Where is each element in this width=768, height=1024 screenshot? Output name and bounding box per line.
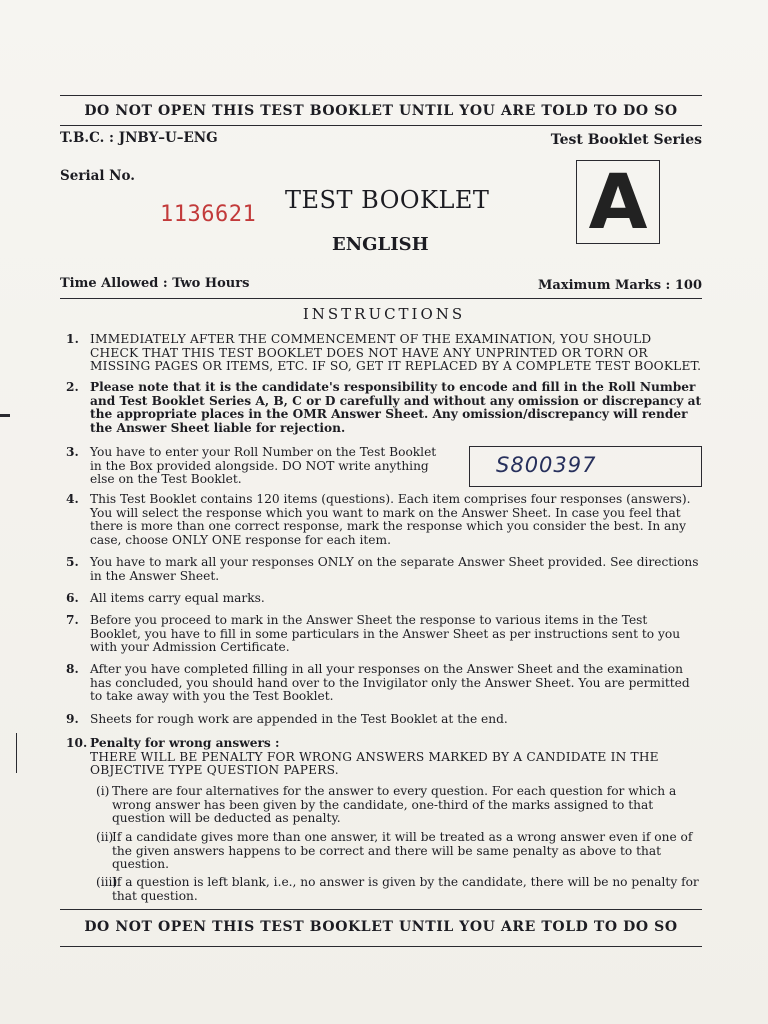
item-number: 2. [66, 380, 79, 394]
item-number: 4. [66, 492, 79, 506]
instructions-heading: INSTRUCTIONS [302, 305, 466, 323]
item-number: 7. [66, 613, 79, 627]
top-rule-1 [60, 95, 702, 96]
penalty-subitem [96, 785, 702, 826]
bottom-banner: DO NOT OPEN THIS TEST BOOKLET UNTIL YOU ARE TOLD TO DO SO [84, 919, 678, 935]
item-number: 8. [66, 662, 79, 676]
item-number: 5. [66, 555, 79, 569]
item-text: THERE WILL BE PENALTY FOR WRONG ANSWERS MARKED BY A CANDIDATE IN THE OBJECTIVE TYPE QUESTION PAPERS. [90, 749, 659, 778]
left-edge-mark [0, 414, 10, 417]
instruction-item [66, 556, 702, 583]
subitem-text: There are four alternatives for the answer to every question. For each question for which a wrong answer has been given by the candidate, one-third of the marks assigned to that question will be deducted as penalty. [112, 784, 677, 826]
maximum-marks: Maximum Marks : 100 [538, 278, 702, 293]
serial-label: Serial No. [60, 168, 135, 184]
item-text: Please note that it is the candidate's responsibility to encode and fill in the Roll Number and Test Booklet Series A, B, C or D carefully and without any omission or discrepancy at the appropriate places in the OMR Answer Sheet. Any omission/discrepancy will render the Answer Sheet liable for rejection. [90, 380, 702, 435]
subitem-number: (ii) [96, 830, 114, 844]
item-text: You have to enter your Roll Number on the Test Booklet in the Box provided alongside. DO NOT write anything else on the Test Booklet. [90, 445, 437, 487]
instruction-item [66, 737, 702, 778]
subitem-number: (i) [96, 784, 110, 798]
item-number: 9. [66, 712, 79, 726]
serial-number: 1136621 [160, 202, 257, 227]
bottom-rule-1 [60, 909, 702, 910]
roll-number-box[interactable] [469, 446, 702, 487]
instruction-item [66, 713, 702, 727]
bottom-rule-2 [60, 946, 702, 947]
top-banner: DO NOT OPEN THIS TEST BOOKLET UNTIL YOU ARE TOLD TO DO SO [84, 103, 678, 119]
booklet-title: TEST BOOKLET [285, 186, 490, 214]
item-number: 6. [66, 591, 79, 605]
series-letter: A [588, 157, 648, 246]
tbc-code: T.B.C. : JNBY–U–ENG [60, 130, 218, 146]
item-text: This Test Booklet contains 120 items (questions). Each item comprises four responses (answers). You will select the response which you want to mark on the Answer Sheet. In case you feel that there is more than one correct response, mark the response which you consider the best. In any case, choose ONLY ONE response for each item. [90, 492, 691, 547]
instruction-item [66, 446, 446, 487]
item-text: You have to mark all your responses ONLY on the separate Answer Sheet provided. See directions in the Answer Sheet. [90, 555, 699, 583]
mid-rule [60, 298, 702, 299]
instruction-item [66, 592, 702, 606]
subitem-text: If a candidate gives more than one answer, it will be treated as a wrong answer even if one of the given answers happens to be correct and there will be same penalty as above to that question. [112, 830, 693, 872]
item-number: 3. [66, 445, 79, 459]
time-allowed: Time Allowed : Two Hours [60, 276, 250, 291]
instruction-item [66, 493, 702, 547]
left-edge-line [16, 733, 17, 773]
top-rule-2 [60, 125, 702, 126]
item-number: 10. [66, 736, 88, 750]
penalty-subitem [96, 831, 702, 872]
item-text: All items carry equal marks. [90, 591, 265, 605]
series-label: Test Booklet Series [550, 132, 702, 148]
item-text: IMMEDIATELY AFTER THE COMMENCEMENT OF THE EXAMINATION, YOU SHOULD CHECK THAT THIS TEST BOOKLET DOES NOT HAVE ANY UNPRINTED OR TORN OR MISSING PAGES OR ITEMS, ETC. IF SO, GET IT REPLACED BY A COMPLETE TEST BOOKLET. [90, 332, 702, 374]
series-box [576, 157, 660, 246]
instruction-item [66, 614, 702, 655]
instruction-item [66, 663, 702, 704]
penalty-title: Penalty for wrong answers : [90, 736, 280, 750]
item-text: Before you proceed to mark in the Answer Sheet the response to various items in the Test Booklet, you have to fill in some particulars in the Answer Sheet as per instructions sent to you with your Admission Certificate. [90, 613, 681, 655]
subitem-number: (iii) [96, 875, 118, 889]
roll-number-handwritten: S800397 [496, 453, 597, 477]
penalty-subitem [96, 876, 702, 903]
item-text: Sheets for rough work are appended in the Test Booklet at the end. [90, 712, 508, 726]
item-text: After you have completed filling in all your responses on the Answer Sheet and the examination has concluded, you should hand over to the Invigilator only the Answer Sheet. You are permitted to take away with you the Test Booklet. [90, 662, 690, 704]
item-number: 1. [66, 332, 80, 346]
instruction-item [66, 333, 702, 374]
instruction-item [66, 381, 702, 435]
subitem-text: If a question is left blank, i.e., no answer is given by the candidate, there will be no penalty for that question. [112, 875, 699, 903]
booklet-subject: ENGLISH [332, 234, 429, 255]
